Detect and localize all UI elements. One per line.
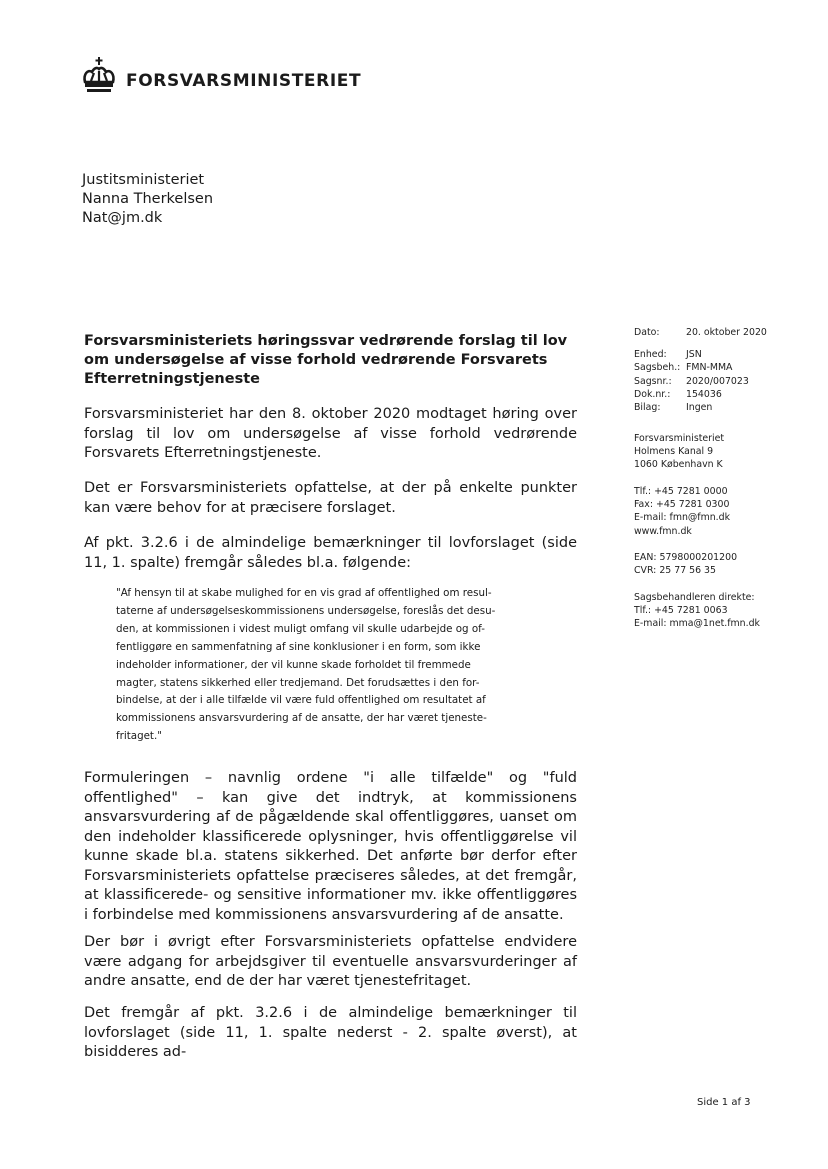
- address-line: Holmens Kanal 9: [634, 446, 714, 458]
- date-row: [634, 326, 767, 339]
- direct-heading: Sagsbehandleren direkte:: [634, 592, 755, 603]
- quote-line: indeholder informationer, der vil kunne skade forholdet til fremmede: [116, 658, 471, 671]
- fax-line: Fax: +45 7281 0300: [634, 499, 730, 511]
- cvr-line: CVR: 25 77 56 35: [634, 565, 716, 577]
- quote-line: magter, statens sikkerhed eller tredjemand. Det forudsættes i den for-: [116, 676, 480, 689]
- meta-row-attachments: [634, 401, 767, 414]
- body-paragraph-4: Formuleringen – navnlig ordene "i alle tilfælde" og "fuld offentlighed" – kan give det indtryk, at kommissionens ansvarsvurdering af de pågældende skal offentliggøres, uanset om den indeholder klassificerede oplysninger, hvis offentliggørelse vil kunne skade bl.a. statens sikkerhed. Det anførte bør derfor efter Forsvarsministeriets opfattelse præciseres således, at det fremgår, at klassificerede- og sensitive informationer mv. ikke offentliggøres i forbindelse med kommissionens ansvarsvurdering af de ansatte.: [84, 770, 577, 923]
- meta-label: Sagsnr.:: [634, 375, 672, 387]
- sender-contact: [634, 485, 730, 538]
- ean-line: EAN: 5798000201200: [634, 552, 738, 563]
- email-line: E-mail: fmn@fmn.dk: [634, 512, 731, 524]
- case-metadata: [634, 326, 767, 414]
- meta-label: Sagsbeh.:: [634, 362, 681, 374]
- body-paragraph-3: Af pkt. 3.2.6 i de almindelige bemærkninger til lovforslaget (side 11, 1. spalte) fremgår således bl.a. følgende:: [84, 535, 577, 571]
- meta-value: JSN: [686, 349, 702, 361]
- meta-row-document-number: [634, 388, 767, 401]
- quote-line: kommissionens ansvarsvurdering af de ansatte, der har været tjeneste-: [116, 712, 487, 725]
- meta-value: 154036: [686, 388, 722, 400]
- meta-row-case-number: [634, 375, 767, 388]
- date-value: 20. oktober 2020: [686, 327, 767, 338]
- meta-row-handler: [634, 361, 767, 374]
- handler-direct-contact: [634, 591, 760, 631]
- date-label: Dato:: [634, 327, 660, 338]
- recipient-block: [82, 171, 213, 228]
- meta-value: FMN-MMA: [686, 362, 733, 374]
- quote-line: bindelse, at der i alle tilfælde vil være fuld offentlighed om resultatet af: [116, 694, 486, 707]
- meta-label: Dok.nr.:: [634, 388, 671, 400]
- page-number: Side 1 af 3: [697, 1097, 751, 1108]
- meta-value: Ingen: [686, 402, 713, 414]
- crown-icon: [82, 56, 116, 96]
- direct-phone: Tlf.: +45 7281 0063: [634, 605, 728, 617]
- block-quote: [116, 585, 546, 746]
- address-line: 1060 København K: [634, 459, 723, 471]
- quote-line: den, at kommissionen i videst muligt omfang vil skulle udarbejde og of-: [116, 622, 485, 635]
- recipient-organisation: Justitsministeriet: [82, 172, 205, 188]
- body-paragraph-6: Det fremgår af pkt. 3.2.6 i de almindelige bemærkninger til lovforslaget (side 11, 1. spalte nederst - 2. spalte øverst), at bisidderes ad-: [84, 1005, 577, 1060]
- body-paragraph-1: Forsvarsministeriet har den 8. oktober 2020 modtaget høring over forslag til lov om undersøgelse af visse forhold vedrørende Forsvarets Efterretningstjeneste.: [84, 406, 577, 461]
- address-line: Forsvarsministeriet: [634, 433, 725, 444]
- sender-identifiers: [634, 551, 737, 577]
- letter-subject: Forsvarsministeriets høringssvar vedrørende forslag til lov om undersøgelse af visse forhold vedrørende Forsvarets Efterretningstjeneste: [84, 333, 568, 387]
- meta-row-unit: [634, 348, 767, 361]
- body-paragraph-2: Det er Forsvarsministeriets opfattelse, at der på enkelte punkter kan være behov for at præcisere forslaget.: [84, 480, 577, 516]
- meta-label: Enhed:: [634, 349, 667, 361]
- sender-address: [634, 432, 724, 472]
- recipient-name: Nanna Therkelsen: [82, 191, 214, 207]
- body-paragraph-5: Der bør i øvrigt efter Forsvarsministeriets opfattelse endvidere være adgang for arbejdsgiver til eventuelle ansvarsvurderinger af andre ansatte, end de der har været tjenestefritaget.: [84, 934, 577, 989]
- direct-email: E-mail: mma@1net.fmn.dk: [634, 618, 760, 630]
- recipient-email: Nat@jm.dk: [82, 210, 163, 226]
- quote-line: "Af hensyn til at skabe mulighed for en vis grad af offentlighed om resul-: [116, 587, 492, 599]
- ministry-logo: [82, 56, 361, 96]
- quote-line: taterne af undersøgelseskommissionens undersøgelse, foreslås det desu-: [116, 604, 496, 617]
- phone-line: Tlf.: +45 7281 0000: [634, 486, 728, 497]
- meta-value: 2020/007023: [686, 375, 749, 387]
- website-line: www.fmn.dk: [634, 525, 692, 537]
- logo-text: FORSVARSMINISTERIET: [126, 71, 362, 91]
- quote-line: fritaget.": [116, 730, 162, 743]
- quote-line: fentliggøre en sammenfatning af sine konklusioner i en form, som ikke: [116, 640, 481, 653]
- meta-label: Bilag:: [634, 402, 661, 414]
